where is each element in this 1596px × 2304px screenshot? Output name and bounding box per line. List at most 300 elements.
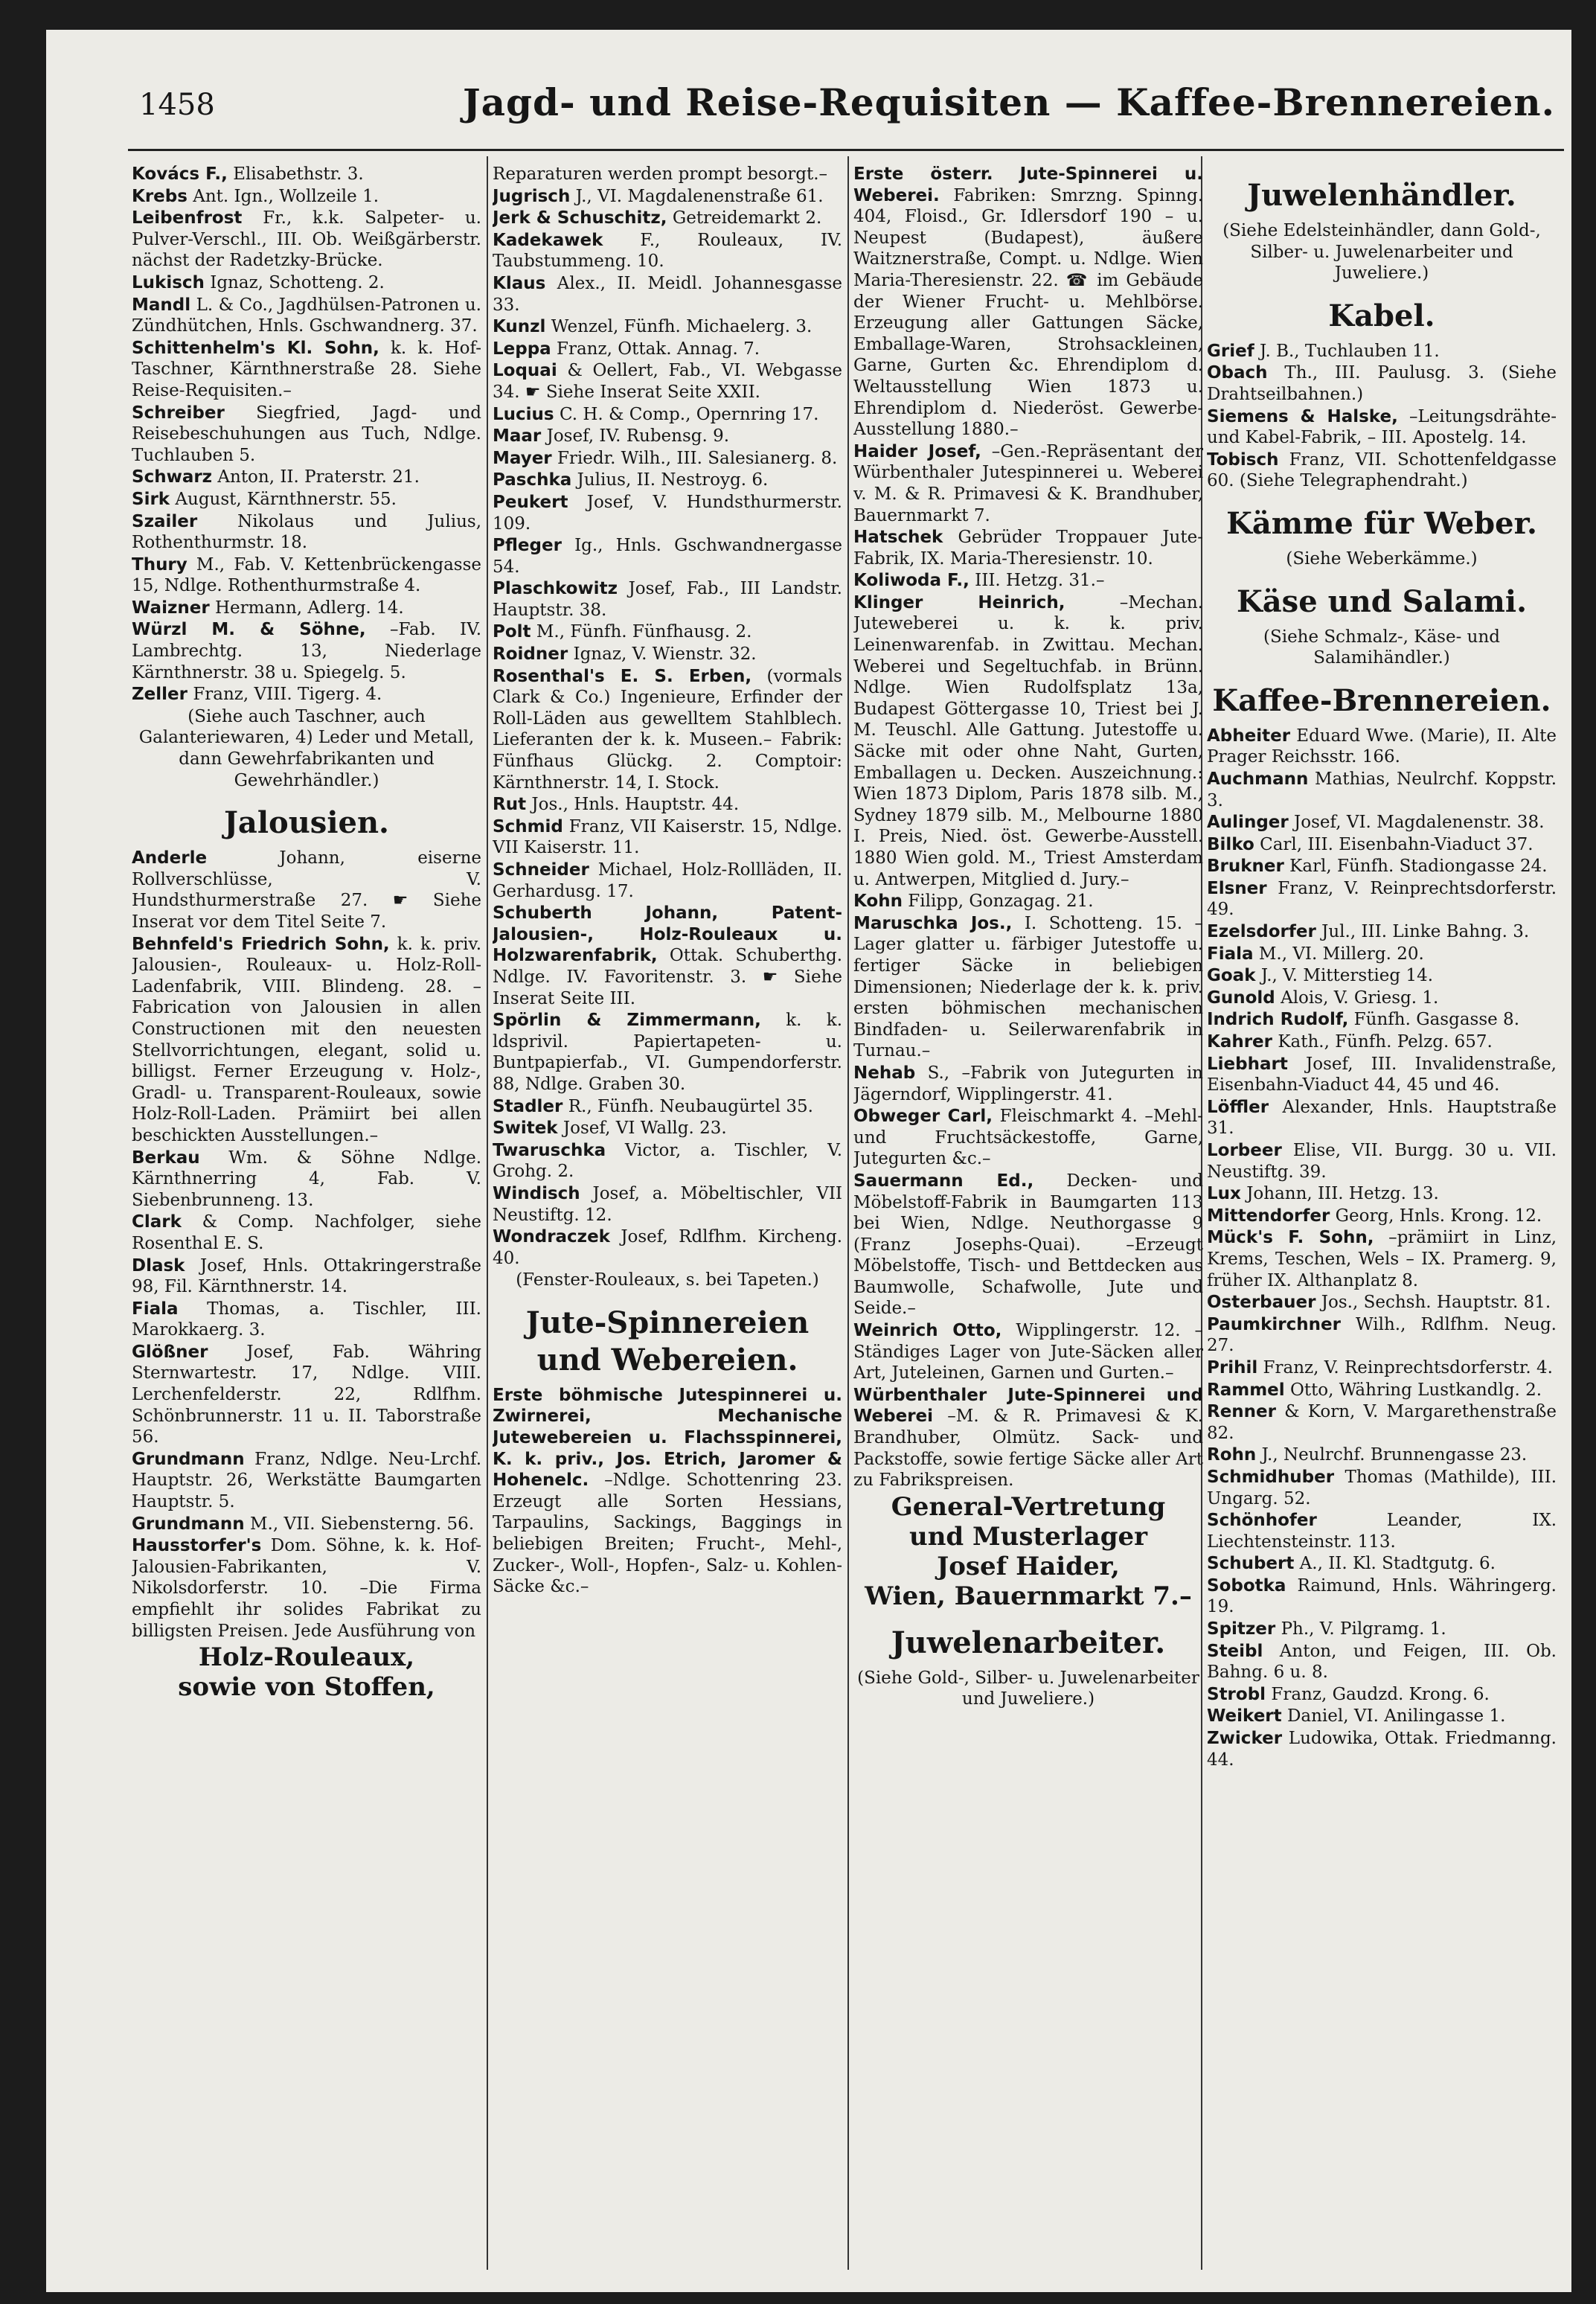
directory-entry [1207,1401,1557,1444]
directory-entry [132,1148,481,1212]
entry-text: Josef, Hnls. Ottakringerstraße 98, Fil. Kärnthnerstr. 14. [132,1255,481,1297]
directory-entry [132,1449,481,1513]
directory-entry [132,1255,481,1298]
entry-text: Nikolaus und Julius, Rothenthurmstr. 18. [132,511,481,553]
entry-name: Anderle [132,848,208,868]
entry-text: M., VI. Millerg. 20. [1258,944,1424,964]
entry-text: k. k. ldsprivil. Papiertapeten- u. Buntpapierfab., VI. Gumpendorferstr. 88, Ndlge. Graben 30. [493,1011,842,1094]
cross-reference-note: (Siehe auch Taschner, auch Galanteriewaren, 4) Leder und Metall, dann Gewehrfabrikanten und Gewehrhändler.) [138,706,475,790]
entry-name: Tobisch [1207,449,1279,470]
advertisement-block [132,1642,481,1702]
entry-name: Steibl [1207,1641,1263,1661]
entry-text: L. & Co., Jagdhülsen-Patronen u. Zündhütchen, Hnls. Gschwandnerg. 37. [132,295,481,336]
directory-entry [1207,1227,1557,1291]
entry-name: Schönhofer [1207,1511,1317,1531]
entry-text: Fünfh. Gasgasse 8. [1353,1010,1520,1030]
entry-text: Michael, Holz-Rollläden, II. Gerhardusg. 17. [493,860,842,901]
entry-name: Sobotka [1207,1575,1286,1596]
entry-text: Getreidemarkt 2. [672,208,822,228]
cross-reference-note: (Fenster-Rouleaux, s. bei Tapeten.) [516,1270,819,1290]
entry-name: Schuberth Johann, Patent-Jalousien-, Holz-Rouleaux u. Holzwarenfabrik, [493,903,842,966]
entry-text: & Oellert, Fab., VI. Webgasse 34. ☛ Siehe Inserat Seite XXII. [493,361,842,402]
directory-entry [132,1212,481,1254]
directory-entry [493,230,842,272]
entry-text: Josef, Fab., III Landstr. Hauptstr. 38. [493,579,842,620]
entry-text: Ant. Ign., Wollzeile 1. [193,186,379,206]
entry-text: Josef, VI. Magdalenenstr. 38. [1294,813,1545,833]
directory-entry [493,903,842,1009]
entry-text: Anton, und Feigen, III. Ob. Bahng. 6 u. 8. [1207,1641,1557,1683]
entry-name: Behnfeld's Friedrich Sohn, [132,934,390,954]
entry-name: Rosenthal's E. S. Erben, [493,666,752,686]
entry-text: Franz, VII. Schottenfeldgasse 60. (Siehe Telegraphendraht.) [1207,449,1557,491]
entry-name: Löffler [1207,1097,1269,1117]
entry-text: Elisabethstr. 3. [233,164,364,184]
entry-name: Switek [493,1119,558,1139]
entry-text: Reparaturen werden prompt besorgt.– [493,164,828,184]
directory-entry [132,272,481,294]
entry-name: Polt [493,622,531,642]
entry-name: Elsner [1207,878,1267,898]
advertisement-line: General-Vertretung [891,1491,1166,1522]
directory-entry [1207,834,1557,856]
section-heading: Kabel. [1328,298,1435,333]
entry-name: Spörlin & Zimmermann, [493,1011,761,1031]
entry-text: Franz, Ottak. Annag. 7. [557,339,760,359]
entry-text: Josef, IV. Rubensg. 9. [546,426,730,447]
entry-text: –Ndlge. Schottenring 23. Erzeugt alle Sorten Hessians, Tarpaulins, Sackings, Baggings in beliebigen Breiten; Frucht-, Mehl-, Zucker-, Woll-, Hopfen-, Salz- u. Kohlen-Säcke &c.– [493,1471,842,1597]
advertisement-line: Wien, Bauernmarkt 7.– [865,1581,1192,1611]
directory-entry [1207,988,1557,1009]
directory-entry [493,339,842,360]
section-heading: Juwelenhändler. [1247,178,1516,213]
entry-text: Georg, Hnls. Krong. 12. [1335,1206,1542,1226]
entry-text: Josef, V. Hundsthurmerstr. 109. [493,492,842,534]
entry-text: Fabriken: Smrzng. Spinng. 404, Floisd., Gr. Idlersdorf 190 – u. Neupest (Budapest), äußere Waitznerstraße, Compt. u. Ndlge. Wien Maria-Theresienstr. 22. ☎ im Gebäude der Wiener Frucht- u. Mehlbörse. Erzeugung aller Gattungen Säcke, Emballage-Waren, Strohsackleinen, Garne, Gurten &c. Ehrendiplom d. Weltausstellung Wien 1873 u. Ehrendiplom d. Niederöst. Gewerbe-Ausstellung 1880.– [853,185,1203,440]
advertisement-line: sowie von Stoffen, [178,1672,435,1703]
entry-name: Obweger Carl, [853,1107,993,1127]
entry-text: Johann, eiserne Rollverschlüsse, V. Hundsthurmerstraße 27. ☛ Siehe Inserat vor dem Titel Seite 7. [132,848,481,932]
column-divider [487,156,488,2270]
entry-name: Thury [132,554,188,575]
directory-entry [493,404,842,426]
entry-text: J., Neulrchf. Brunnengasse 23. [1261,1445,1528,1465]
directory-entry [853,1171,1203,1319]
entry-name: Twaruschka [493,1140,606,1160]
directory-entry [493,1118,842,1139]
directory-entry [853,913,1203,1062]
entry-name: Kahrer [1207,1032,1273,1052]
entry-text: August, Kärnthnerstr. 55. [175,489,397,509]
directory-entry [1207,1444,1557,1466]
directory-entry [493,860,842,902]
entry-text: Josef, III. Invalidenstraße, Eisenbahn-Viaduct 44, 45 und 46. [1207,1054,1557,1095]
entry-name: Rohn [1207,1445,1257,1465]
page-number: 1458 [139,88,215,122]
directory-entry [493,448,842,470]
entry-name: Erste österr. Jute-Spinnerei u. Weberei. [853,164,1203,205]
entry-text: Jos., Hnls. Hauptstr. 44. [531,795,740,815]
entry-name: Schmid [493,816,563,836]
entry-name: Hatschek [853,528,943,548]
directory-entry [1207,921,1557,943]
entry-name: Fiala [1207,944,1254,964]
entry-text: Franz, VIII. Tigerg. 4. [193,685,382,705]
entry-name: Auchmann [1207,769,1309,789]
entry-text: J. B., Tuchlauben 11. [1260,341,1440,361]
directory-entry [132,598,481,619]
entry-text: C. H. & Comp., Opernring 17. [559,404,819,424]
directory-entry [1207,1009,1557,1031]
directory-entry [132,554,481,597]
directory-entry [1207,1467,1557,1509]
directory-entry [132,338,481,402]
entry-text: S., –Fabrik von Jutegurten in Jägerndorf, Wipplingerstr. 41. [853,1063,1203,1104]
entry-name: Kadekawek [493,230,603,250]
entry-text: Franz, Gaudzd. Krong. 6. [1271,1684,1490,1704]
entry-text: k. k. priv. Jalousien-, Rouleaux- u. Holz-Roll-Ladenfabrik, VIII. Blindeng. 28. –Fabrication von Jalousien in allen Constructionen mit den neuesten Stellvorrichtungen, elegant, solid u. billigst. Ferner Erzeugung v. Holz-, Gradl- u. Transparent-Rouleaux, sowie Holz-Roll-Laden. Prämiirt bei allen beschickten Ausstellungen.– [132,934,481,1145]
directory-entry [493,426,842,447]
entry-name: Erste böhmische Jutespinnerei u. Zwirnerei, Mechanische Jutewebereien u. Flachsspinnerei, K. k. priv., Jos. Etrich, Jaromer & Hohenelc. [493,1385,842,1491]
entry-text: Daniel, VI. Anilingasse 1. [1286,1706,1506,1727]
directory-entry [1207,1357,1557,1379]
entry-text: Alex., II. Meidl. Johannesgasse 33. [493,273,842,315]
entry-name: Strobl [1207,1684,1266,1704]
directory-entry [853,1385,1203,1491]
entry-name: Bilko [1207,834,1254,854]
entry-name: Wondraczek [493,1227,610,1247]
entry-text: Ignaz, Schotteng. 2. [210,272,385,292]
entry-text: A., II. Kl. Stadtgutg. 6. [1299,1554,1496,1574]
directory-page [46,30,1571,2292]
directory-entry [853,1320,1203,1384]
entry-text: M., Fünfh. Fünfhausg. 2. [536,622,752,642]
directory-entry [132,511,481,554]
column-3 [853,164,1203,2270]
entry-name: Loquai [493,361,557,381]
entry-name: Prihil [1207,1357,1258,1377]
entry-name: Mittendorfer [1207,1206,1330,1226]
entry-text: Raimund, Hnls. Währingerg. 19. [1207,1575,1557,1617]
entry-text: Karl, Fünfh. Stadiongasse 24. [1289,857,1548,877]
entry-text: Thomas, a. Tischler, III. Marokkaerg. 3. [132,1299,481,1340]
entry-name: Stadler [493,1096,563,1116]
section-heading: Kämme für Weber. [1226,505,1537,541]
entry-name: Plaschkowitz [493,579,618,599]
directory-entry [1207,1054,1557,1096]
entry-name: Indrich Rudolf, [1207,1010,1349,1030]
entry-text: Thomas (Mathilde), III. Ungarg. 52. [1207,1467,1557,1508]
directory-entry [1207,362,1557,405]
directory-entry [493,1385,842,1598]
directory-entry [853,527,1203,569]
entry-name: Abheiter [1207,726,1291,746]
entry-text: –Mechan. Juteweberei u. k. k. priv. Leinenwarenfab. in Zwittau. Mechan. Weberei und Segeltuchfab. in Brünn. Ndlge. Wien Rudolfsplatz 13a, Budapest Göttergasse 10, Triest bei J. M. Teuschl. Alle Gattung. Jutestoffe u. Säcke mit oder ohne Naht, Gurten, Emballagen u. Decken. Auszeichnung.: Wien 1873 Diplom, Paris 1878 silb. M., Sydney 1879 silb. M., Melbourne 1880 I. Preis, Nied. öst. Gewerbe-Ausstell. 1880 Wien gold. M., Triest Amsterdam u. Antwerpen, Mitglied d. Jury.– [853,592,1203,889]
directory-entry [493,360,842,403]
entry-name: Nehab [853,1063,916,1083]
section-heading: Jalousien. [224,805,389,841]
entry-name: Pfleger [493,536,562,556]
directory-entry [493,535,842,577]
directory-entry [1207,1140,1557,1183]
entry-text: M., Fab. V. Kettenbrückengasse 15, Ndlge. Rothenthurmstraße 4. [132,554,481,596]
entry-name: Waizner [132,598,210,618]
directory-entry [1207,1380,1557,1401]
directory-entry [1207,1510,1557,1552]
directory-entry [493,1183,842,1226]
entry-name: Leppa [493,339,551,359]
entry-text: Eduard Wwe. (Marie), II. Alte Prager Reichsstr. 166. [1207,726,1557,767]
entry-name: Schreiber [132,403,225,423]
entry-name: Schittenhelm's Kl. Sohn, [132,338,379,358]
entry-name: Kohn [853,892,903,912]
column-1 [132,164,481,2270]
directory-entry [493,316,842,338]
directory-entry [1207,944,1557,965]
entry-name: Ezelsdorfer [1207,922,1316,942]
entry-name: Lux [1207,1184,1241,1204]
directory-entry [1207,1097,1557,1139]
entry-name: Lucius [493,404,554,424]
directory-entry [1207,1292,1557,1313]
entry-name: Lorbeer [1207,1141,1282,1160]
entry-text: Friedr. Wilh., III. Salesianerg. 8. [557,448,838,468]
entry-name: Roidner [493,644,568,665]
entry-text: Leander, IX. Liechtensteinstr. 113. [1207,1511,1557,1552]
entry-text: Fr., k.k. Salpeter- u. Pulver-Verschl., III. Ob. Weißgärberstr. nächst der Radetzky-Brücke. [132,208,481,271]
entry-text: Wipplingerstr. 12. –Ständiges Lager von Jute-Säcken aller Art, Juteleinen, Garnen und Gurten.– [853,1321,1203,1383]
directory-entry [1207,1684,1557,1706]
directory-entry [132,1299,481,1341]
entry-text: –Leitungsdrähte- und Kabel-Fabrik, – III. Apostelg. 14. [1207,406,1557,448]
entry-name: Hausstorfer's [132,1536,262,1556]
entry-text: Franz, Ndlge. Neu-Lrchf. Hauptstr. 26, Werkstätte Baumgarten Hauptstr. 5. [132,1449,481,1512]
entry-name: Siemens & Halske, [1207,406,1398,426]
entry-name: Mayer [493,448,552,468]
entry-name: Schneider [493,860,589,880]
directory-entry [132,684,481,705]
entry-text: Decken- und Möbelstoff-Fabrik in Baumgarten 113 bei Wien, Ndlge. Neuthorgasse 9 (Franz Josephs-Quai). –Erzeugt Möbelstoffe, Tisch- und Bettdecken aus Baumwolle, Schafwolle, Jute und Seide.– [853,1171,1203,1319]
entry-text: Ludowika, Ottak. Friedmanng. 44. [1207,1729,1557,1770]
directory-entry [493,492,842,534]
entry-name: Renner [1207,1402,1276,1422]
directory-entry [853,891,1203,912]
entry-text: Dom. Söhne, k. k. Hof-Jalousien-Fabrikanten, V. Nikolsdorferstr. 10. –Die Firma empfiehlt ihr solides Fabrikat zu billigsten Preisen. Jede Ausführung von [132,1536,481,1641]
cross-reference-note: (Siehe Edelsteinhändler, dann Gold-, Silber- u. Juwelenarbeiter und Juweliere.) [1222,221,1541,284]
entry-text: Josef, Fab. Währing Sternwartestr. 17, Ndlge. VIII. Lerchenfelderstr. 22, Rdlfhm. Schönbrunnerstr. 11 u. II. Taborstraße 56. [132,1342,481,1447]
directory-entry [493,1226,842,1269]
entry-text: Jos., Sechsh. Hauptstr. 81. [1321,1293,1551,1313]
running-title: Jagd- und Reise-Requisiten — Kaffee-Brennereien. [463,80,1556,124]
directory-entry [493,644,842,665]
entry-text: J., VI. Magdalenenstraße 61. [575,186,824,206]
entry-text: R., Fünfh. Neubaugürtel 35. [568,1096,813,1116]
entry-text: Filipp, Gonzagag. 21. [908,892,1094,912]
entry-name: Liebhart [1207,1054,1288,1074]
entry-text: Franz, VII Kaiserstr. 15, Ndlge. VII Kaiserstr. 11. [493,816,842,858]
directory-entry [1207,449,1557,492]
directory-entry [1207,965,1557,987]
header-rule [128,149,1564,151]
entry-text: Anton, II. Praterstr. 21. [217,467,420,487]
entry-text: –prämiirt in Linz, Krems, Teschen, Wels – IX. Pramerg. 9, früher IX. Althanplatz 8. [1207,1228,1557,1290]
entry-text: Th., III. Paulusg. 3. (Siehe Drahtseilbahnen.) [1207,363,1557,404]
directory-entry [493,186,842,208]
entry-name: Grundmann [132,1449,245,1469]
entry-name: Maruschka Jos., [853,913,1013,933]
entry-name: Würzl M. & Söhne, [132,620,366,640]
directory-entry [493,1140,842,1183]
entry-name: Lukisch [132,272,205,292]
entry-name: Obach [1207,363,1268,383]
advertisement-line: Josef Haider, [937,1551,1120,1581]
entry-text: Josef, a. Möbeltischler, VII Neustiftg. 12. [493,1183,842,1225]
entry-text: M., VII. Siebensterng. 56. [249,1514,475,1534]
entry-text: Ignaz, V. Wienstr. 32. [573,644,757,665]
directory-entry [1207,406,1557,449]
entry-text: Ottak. Schuberthg. Ndlge. IV. Favoritenstr. 3. ☛ Siehe Inserat Seite III. [493,946,842,1008]
entry-text: Ig., Hnls. Gschwandnergasse 54. [493,536,842,577]
entry-text: Alois, V. Griesg. 1. [1281,988,1439,1008]
directory-entry [1207,726,1557,768]
directory-entry [493,1010,842,1095]
entry-text: Josef, VI Wallg. 23. [563,1119,727,1139]
entry-name: Kunzl [493,317,546,337]
entry-text: Otto, Währing Lustkandlg. 2. [1289,1380,1542,1400]
entry-name: Schubert [1207,1554,1295,1574]
entry-name: Zeller [132,685,188,705]
entry-text: & Korn, V. Margarethenstraße 82. [1207,1402,1557,1443]
entry-text: Johann, III. Hetzg. 13. [1246,1184,1439,1204]
entry-name: Gunold [1207,988,1275,1008]
entry-text: Josef, Rdlfhm. Kircheng. 40. [493,1227,842,1268]
entry-text: Franz, V. Reinprechtsdorferstr. 4. [1263,1357,1553,1377]
entry-text: –Fab. IV. Lambrechtg. 13, Niederlage Kärnthnerstr. 38 u. Spiegelg. 5. [132,620,481,682]
entry-name: Berkau [132,1148,200,1168]
entry-name: Schwarz [132,467,213,487]
directory-entry [132,467,481,488]
directory-entry [493,666,842,794]
section-heading: Kaffee-Brennereien. [1212,682,1551,718]
directory-entry [1207,878,1557,921]
entry-text: (vormals Clark & Co.) Ingenieure, Erfinder der Roll-Läden aus gewelltem Stahlblech. Lieferanten der k. k. Museen.– Fabrik: Fünfhaus Glückg. 2. Comptoir: Kärnthnerstr. 14, I. Stock. [493,666,842,793]
directory-entry [493,1096,842,1118]
section-heading: Jute-Spinnereien und Webereien. [525,1305,810,1377]
entry-name: Aulinger [1207,813,1289,833]
entry-text: Carl, III. Eisenbahn-Viaduct 37. [1260,834,1533,854]
entry-name: Jugrisch [493,186,571,206]
directory-entry [853,570,1203,592]
entry-name: Weinrich Otto, [853,1321,1002,1341]
entry-name: Rut [493,795,527,815]
entry-name: Grundmann [132,1514,245,1534]
entry-name: Goak [1207,966,1256,986]
entry-text: Wm. & Söhne Ndlge. Kärnthnerring 4, Fab. V. Siebenbrunneng. 13. [132,1148,481,1210]
entry-text: Julius, II. Nestroyg. 6. [577,470,769,490]
entry-text: Gebrüder Troppauer Jute-Fabrik, IX. Maria-Theresienstr. 10. [853,528,1203,569]
entry-text: Siegfried, Jagd- und Reisebeschuhungen aus Tuch, Ndlge. Tuchlauben 5. [132,403,481,465]
directory-entry [1207,769,1557,811]
entry-name: Paumkirchner [1207,1314,1341,1334]
entry-name: Mück's F. Sohn, [1207,1228,1374,1248]
entry-name: Zwicker [1207,1729,1283,1749]
directory-entry [1207,1706,1557,1727]
directory-entry [132,295,481,337]
entry-name: Grief [1207,341,1254,361]
directory-entry [493,621,842,643]
entry-name: Szailer [132,511,198,531]
column-divider [847,156,849,2270]
entry-text: J., V. Mitterstieg 14. [1260,966,1434,986]
directory-entry [1207,812,1557,833]
entry-text: Fleischmarkt 4. –Mehl- und Fruchtsäckestoffe, Garne, Jutegurten &c.– [853,1107,1203,1169]
entry-name: Spitzer [1207,1619,1276,1639]
directory-entry [493,578,842,621]
directory-entry [1207,1314,1557,1357]
entry-name: Mandl [132,295,191,315]
directory-entry [132,1535,481,1642]
section-heading: Käse und Salami. [1237,583,1527,619]
directory-entry [132,1514,481,1535]
entry-name: Brukner [1207,857,1284,877]
directory-entry [1207,1031,1557,1053]
directory-entry [493,470,842,491]
cross-reference-note: (Siehe Gold-, Silber- u. Juwelenarbeiter und Juweliere.) [857,1668,1199,1709]
entry-text: –Gen.-Repräsentant der Würbenthaler Jutespinnerei u. Weberei v. M. & R. Primavesi & K. Brandhuber, Bauernmarkt 7. [853,441,1203,525]
directory-entry [132,403,481,467]
directory-entry [132,489,481,511]
entry-text: Hermann, Adlerg. 14. [214,598,404,618]
directory-entry [132,208,481,272]
advertisement-block [853,1492,1203,1611]
entry-text: Franz, V. Reinprechtsdorferstr. 49. [1207,878,1557,920]
entry-name: Kovács F., [132,164,228,184]
entry-name: Peukert [493,492,568,512]
directory-entry [132,164,481,185]
directory-entry [1207,1619,1557,1640]
directory-entry [493,816,842,859]
directory-entry [1207,341,1557,362]
entry-text: Elise, VII. Burgg. 30 u. VII. Neustiftg. 39. [1207,1141,1557,1182]
directory-entry [493,208,842,229]
entry-name: Dlask [132,1255,185,1276]
directory-entry [1207,1553,1557,1575]
entry-name: Jerk & Schuschitz, [493,208,667,228]
entry-name: Windisch [493,1183,580,1203]
entry-text: k. k. Hof-Taschner, Kärnthnerstraße 28. Siehe Reise-Requisiten.– [132,338,481,400]
entry-text: Ph., V. Pilgramg. 1. [1281,1619,1446,1639]
entry-name: Weikert [1207,1706,1282,1727]
entry-text: F., Rouleaux, IV. Taubstummeng. 10. [493,230,842,272]
cross-reference-note: (Siehe Weberkämme.) [1286,548,1478,569]
directory-entry [493,164,842,185]
column-2 [493,164,842,2270]
entry-name: Leibenfrost [132,208,243,228]
entry-name: Rammel [1207,1380,1285,1400]
page-header [46,30,1571,149]
directory-entry [132,1342,481,1448]
entry-name: Klinger Heinrich, [853,592,1065,612]
advertisement-line: und Musterlager [908,1521,1148,1552]
entry-name: Paschka [493,470,572,490]
entry-text: III. Hetzg. 31.– [975,571,1105,591]
directory-entry [853,592,1203,890]
directory-entry [132,186,481,208]
entry-name: Haider Josef, [853,441,981,461]
entry-text: Alexander, Hnls. Hauptstraße 31. [1207,1097,1557,1139]
entry-name: Krebs [132,186,188,206]
directory-entry [132,934,481,1147]
